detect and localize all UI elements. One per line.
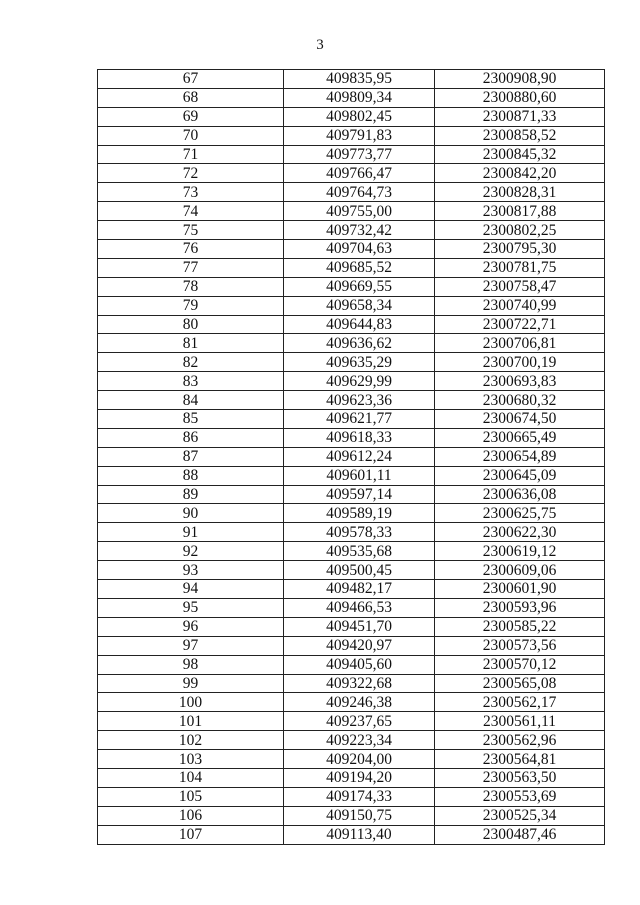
y-coordinate-cell: 2300525,34 [435, 806, 605, 825]
point-number-cell: 79 [98, 296, 284, 315]
y-coordinate-cell: 2300842,20 [435, 164, 605, 183]
x-coordinate-cell: 409589,19 [284, 504, 435, 523]
y-coordinate-cell: 2300693,83 [435, 372, 605, 391]
x-coordinate-cell: 409755,00 [284, 202, 435, 221]
y-coordinate-cell: 2300706,81 [435, 334, 605, 353]
y-coordinate-cell: 2300622,30 [435, 523, 605, 542]
point-number-cell: 88 [98, 466, 284, 485]
table-row [98, 107, 605, 126]
x-coordinate-cell: 409405,60 [284, 655, 435, 674]
table-row [98, 391, 605, 410]
x-coordinate-cell: 409809,34 [284, 88, 435, 107]
table-row [98, 825, 605, 844]
y-coordinate-cell: 2300665,49 [435, 428, 605, 447]
point-number-cell: 87 [98, 447, 284, 466]
y-coordinate-cell: 2300845,32 [435, 145, 605, 164]
x-coordinate-cell: 409802,45 [284, 107, 435, 126]
x-coordinate-cell: 409466,53 [284, 598, 435, 617]
x-coordinate-cell: 409658,34 [284, 296, 435, 315]
x-coordinate-cell: 409597,14 [284, 485, 435, 504]
point-number-cell: 83 [98, 372, 284, 391]
y-coordinate-cell: 2300795,30 [435, 240, 605, 259]
x-coordinate-cell: 409578,33 [284, 523, 435, 542]
table-row [98, 315, 605, 334]
y-coordinate-cell: 2300619,12 [435, 542, 605, 561]
table-row [98, 750, 605, 769]
x-coordinate-cell: 409635,29 [284, 353, 435, 372]
table-row [98, 410, 605, 429]
x-coordinate-cell: 409764,73 [284, 183, 435, 202]
table-row [98, 183, 605, 202]
point-number-cell: 94 [98, 580, 284, 599]
point-number-cell: 104 [98, 768, 284, 787]
table-row [98, 334, 605, 353]
table-row [98, 731, 605, 750]
table-row [98, 636, 605, 655]
y-coordinate-cell: 2300563,50 [435, 768, 605, 787]
table-row [98, 447, 605, 466]
table-row [98, 145, 605, 164]
point-number-cell: 99 [98, 674, 284, 693]
y-coordinate-cell: 2300564,81 [435, 750, 605, 769]
point-number-cell: 82 [98, 353, 284, 372]
point-number-cell: 72 [98, 164, 284, 183]
x-coordinate-cell: 409644,83 [284, 315, 435, 334]
point-number-cell: 95 [98, 598, 284, 617]
point-number-cell: 78 [98, 277, 284, 296]
point-number-cell: 96 [98, 617, 284, 636]
table-row [98, 598, 605, 617]
point-number-cell: 102 [98, 731, 284, 750]
point-number-cell: 70 [98, 126, 284, 145]
x-coordinate-cell: 409791,83 [284, 126, 435, 145]
table-row [98, 221, 605, 240]
table-row [98, 88, 605, 107]
y-coordinate-cell: 2300828,31 [435, 183, 605, 202]
y-coordinate-cell: 2300573,56 [435, 636, 605, 655]
x-coordinate-cell: 409623,36 [284, 391, 435, 410]
y-coordinate-cell: 2300487,46 [435, 825, 605, 844]
point-number-cell: 84 [98, 391, 284, 410]
y-coordinate-cell: 2300609,06 [435, 561, 605, 580]
table-row [98, 674, 605, 693]
table-row [98, 693, 605, 712]
table-row [98, 580, 605, 599]
table-row [98, 617, 605, 636]
y-coordinate-cell: 2300585,22 [435, 617, 605, 636]
y-coordinate-cell: 2300871,33 [435, 107, 605, 126]
y-coordinate-cell: 2300880,60 [435, 88, 605, 107]
x-coordinate-cell: 409732,42 [284, 221, 435, 240]
table-row [98, 523, 605, 542]
x-coordinate-cell: 409618,33 [284, 428, 435, 447]
point-number-cell: 80 [98, 315, 284, 334]
x-coordinate-cell: 409766,47 [284, 164, 435, 183]
table-row [98, 164, 605, 183]
x-coordinate-cell: 409223,34 [284, 731, 435, 750]
point-number-cell: 107 [98, 825, 284, 844]
y-coordinate-cell: 2300908,90 [435, 70, 605, 89]
x-coordinate-cell: 409482,17 [284, 580, 435, 599]
y-coordinate-cell: 2300654,89 [435, 447, 605, 466]
y-coordinate-cell: 2300593,96 [435, 598, 605, 617]
table-row [98, 466, 605, 485]
point-number-cell: 73 [98, 183, 284, 202]
coordinates-table-body [98, 70, 605, 845]
x-coordinate-cell: 409451,70 [284, 617, 435, 636]
y-coordinate-cell: 2300740,99 [435, 296, 605, 315]
x-coordinate-cell: 409704,63 [284, 240, 435, 259]
x-coordinate-cell: 409601,11 [284, 466, 435, 485]
point-number-cell: 69 [98, 107, 284, 126]
point-number-cell: 86 [98, 428, 284, 447]
point-number-cell: 103 [98, 750, 284, 769]
y-coordinate-cell: 2300781,75 [435, 258, 605, 277]
y-coordinate-cell: 2300553,69 [435, 787, 605, 806]
point-number-cell: 105 [98, 787, 284, 806]
point-number-cell: 100 [98, 693, 284, 712]
x-coordinate-cell: 409237,65 [284, 712, 435, 731]
y-coordinate-cell: 2300601,90 [435, 580, 605, 599]
x-coordinate-cell: 409685,52 [284, 258, 435, 277]
y-coordinate-cell: 2300758,47 [435, 277, 605, 296]
point-number-cell: 97 [98, 636, 284, 655]
y-coordinate-cell: 2300817,88 [435, 202, 605, 221]
x-coordinate-cell: 409535,68 [284, 542, 435, 561]
point-number-cell: 91 [98, 523, 284, 542]
point-number-cell: 81 [98, 334, 284, 353]
x-coordinate-cell: 409113,40 [284, 825, 435, 844]
coordinates-table [97, 69, 605, 845]
y-coordinate-cell: 2300562,96 [435, 731, 605, 750]
y-coordinate-cell: 2300570,12 [435, 655, 605, 674]
table-row [98, 561, 605, 580]
point-number-cell: 75 [98, 221, 284, 240]
point-number-cell: 106 [98, 806, 284, 825]
y-coordinate-cell: 2300562,17 [435, 693, 605, 712]
point-number-cell: 92 [98, 542, 284, 561]
x-coordinate-cell: 409204,00 [284, 750, 435, 769]
table-row [98, 70, 605, 89]
y-coordinate-cell: 2300802,25 [435, 221, 605, 240]
point-number-cell: 76 [98, 240, 284, 259]
table-row [98, 240, 605, 259]
y-coordinate-cell: 2300858,52 [435, 126, 605, 145]
table-row [98, 787, 605, 806]
point-number-cell: 77 [98, 258, 284, 277]
y-coordinate-cell: 2300625,75 [435, 504, 605, 523]
table-row [98, 353, 605, 372]
x-coordinate-cell: 409636,62 [284, 334, 435, 353]
x-coordinate-cell: 409194,20 [284, 768, 435, 787]
x-coordinate-cell: 409773,77 [284, 145, 435, 164]
y-coordinate-cell: 2300700,19 [435, 353, 605, 372]
x-coordinate-cell: 409174,33 [284, 787, 435, 806]
table-row [98, 712, 605, 731]
table-row [98, 655, 605, 674]
x-coordinate-cell: 409669,55 [284, 277, 435, 296]
x-coordinate-cell: 409629,99 [284, 372, 435, 391]
table-row [98, 296, 605, 315]
y-coordinate-cell: 2300645,09 [435, 466, 605, 485]
table-row [98, 806, 605, 825]
y-coordinate-cell: 2300680,32 [435, 391, 605, 410]
x-coordinate-cell: 409246,38 [284, 693, 435, 712]
point-number-cell: 71 [98, 145, 284, 164]
page-number: 3 [316, 37, 324, 53]
y-coordinate-cell: 2300561,11 [435, 712, 605, 731]
point-number-cell: 90 [98, 504, 284, 523]
table-row [98, 542, 605, 561]
table-row [98, 485, 605, 504]
point-number-cell: 89 [98, 485, 284, 504]
y-coordinate-cell: 2300722,71 [435, 315, 605, 334]
point-number-cell: 74 [98, 202, 284, 221]
x-coordinate-cell: 409150,75 [284, 806, 435, 825]
point-number-cell: 85 [98, 410, 284, 429]
y-coordinate-cell: 2300636,08 [435, 485, 605, 504]
point-number-cell: 93 [98, 561, 284, 580]
table-row [98, 126, 605, 145]
x-coordinate-cell: 409322,68 [284, 674, 435, 693]
x-coordinate-cell: 409835,95 [284, 70, 435, 89]
table-row [98, 428, 605, 447]
x-coordinate-cell: 409420,97 [284, 636, 435, 655]
y-coordinate-cell: 2300565,08 [435, 674, 605, 693]
x-coordinate-cell: 409500,45 [284, 561, 435, 580]
point-number-cell: 67 [98, 70, 284, 89]
table-row [98, 372, 605, 391]
point-number-cell: 101 [98, 712, 284, 731]
table-row [98, 768, 605, 787]
table-row [98, 258, 605, 277]
y-coordinate-cell: 2300674,50 [435, 410, 605, 429]
point-number-cell: 68 [98, 88, 284, 107]
table-row [98, 277, 605, 296]
x-coordinate-cell: 409612,24 [284, 447, 435, 466]
table-row [98, 504, 605, 523]
point-number-cell: 98 [98, 655, 284, 674]
table-row [98, 202, 605, 221]
x-coordinate-cell: 409621,77 [284, 410, 435, 429]
